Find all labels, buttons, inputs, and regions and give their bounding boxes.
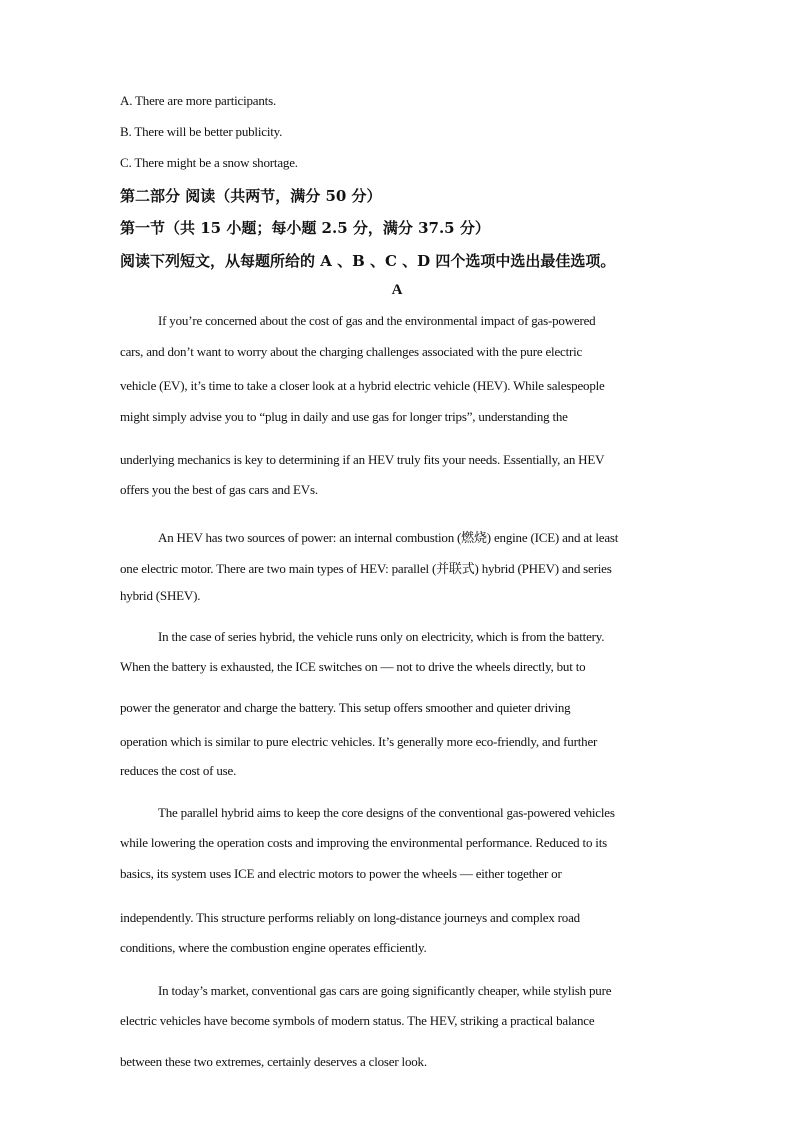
option-a: A. There are more participants. [120,93,276,108]
passage-line: If you’re concerned about the cost of gas and the environmental impact of gas-powered [158,313,596,328]
passage-line: underlying mechanics is key to determining if an HEV truly fits your needs. Essentially, an HEV [120,452,605,467]
passage-line: When the battery is exhausted, the ICE switches on — not to drive the wheels directly, but to [120,659,586,674]
passage-line: offers you the best of gas cars and EVs. [120,482,318,497]
passage-line: conditions, where the combustion engine operates efficiently. [120,940,427,955]
passage-line: between these two extremes, certainly deserves a closer look. [120,1054,427,1069]
instruction: 阅读下列短文，从每题所给的 A 、B 、C 、D 四个选项中选出最佳选项。 [120,252,616,270]
passage-line: In today’s market, conventional gas cars are going significantly cheaper, while stylish pure [158,983,612,998]
passage-line: The parallel hybrid aims to keep the core designs of the conventional gas-powered vehicles [158,805,615,820]
passage-line: power the generator and charge the battery. This setup offers smoother and quieter driving [120,700,571,715]
passage-line: In the case of series hybrid, the vehicle runs only on electricity, which is from the battery. [158,629,605,644]
part-heading: 第二部分 阅读（共两节，满分 50 分） [120,187,382,205]
passage-line: hybrid (SHEV). [120,588,201,603]
passage-line: cars, and don’t want to worry about the charging challenges associated with the pure electric [120,344,583,359]
passage-line: operation which is similar to pure electric vehicles. It’s generally more eco-friendly, and further [120,734,598,749]
passage-line: while lowering the operation costs and improving the environmental performance. Reduced to its [120,835,607,850]
passage-line: might simply advise you to “plug in daily and use gas for longer trips”, understanding the [120,409,568,424]
passage-line: vehicle (EV), it’s time to take a closer look at a hybrid electric vehicle (HEV). While salespeople [120,378,605,393]
passage-line: independently. This structure performs reliably on long-distance journeys and complex road [120,910,580,925]
passage-line: basics, its system uses ICE and electric motors to power the wheels — either together or [120,866,562,881]
option-b: B. There will be better publicity. [120,124,283,139]
passage-label: A [391,282,403,298]
passage-line: electric vehicles have become symbols of modern status. The HEV, striking a practical balance [120,1013,595,1028]
option-c: C. There might be a snow shortage. [120,155,298,170]
passage-line: reduces the cost of use. [120,763,237,778]
passage-line: An HEV has two sources of power: an internal combustion (燃烧) engine (ICE) and at least [158,530,619,545]
subsection-heading: 第一节（共 15 小题；每小题 2.5 分，满分 37.5 分） [120,219,490,237]
passage-line: one electric motor. There are two main types of HEV: parallel (并联式) hybrid (PHEV) and series [120,561,612,576]
